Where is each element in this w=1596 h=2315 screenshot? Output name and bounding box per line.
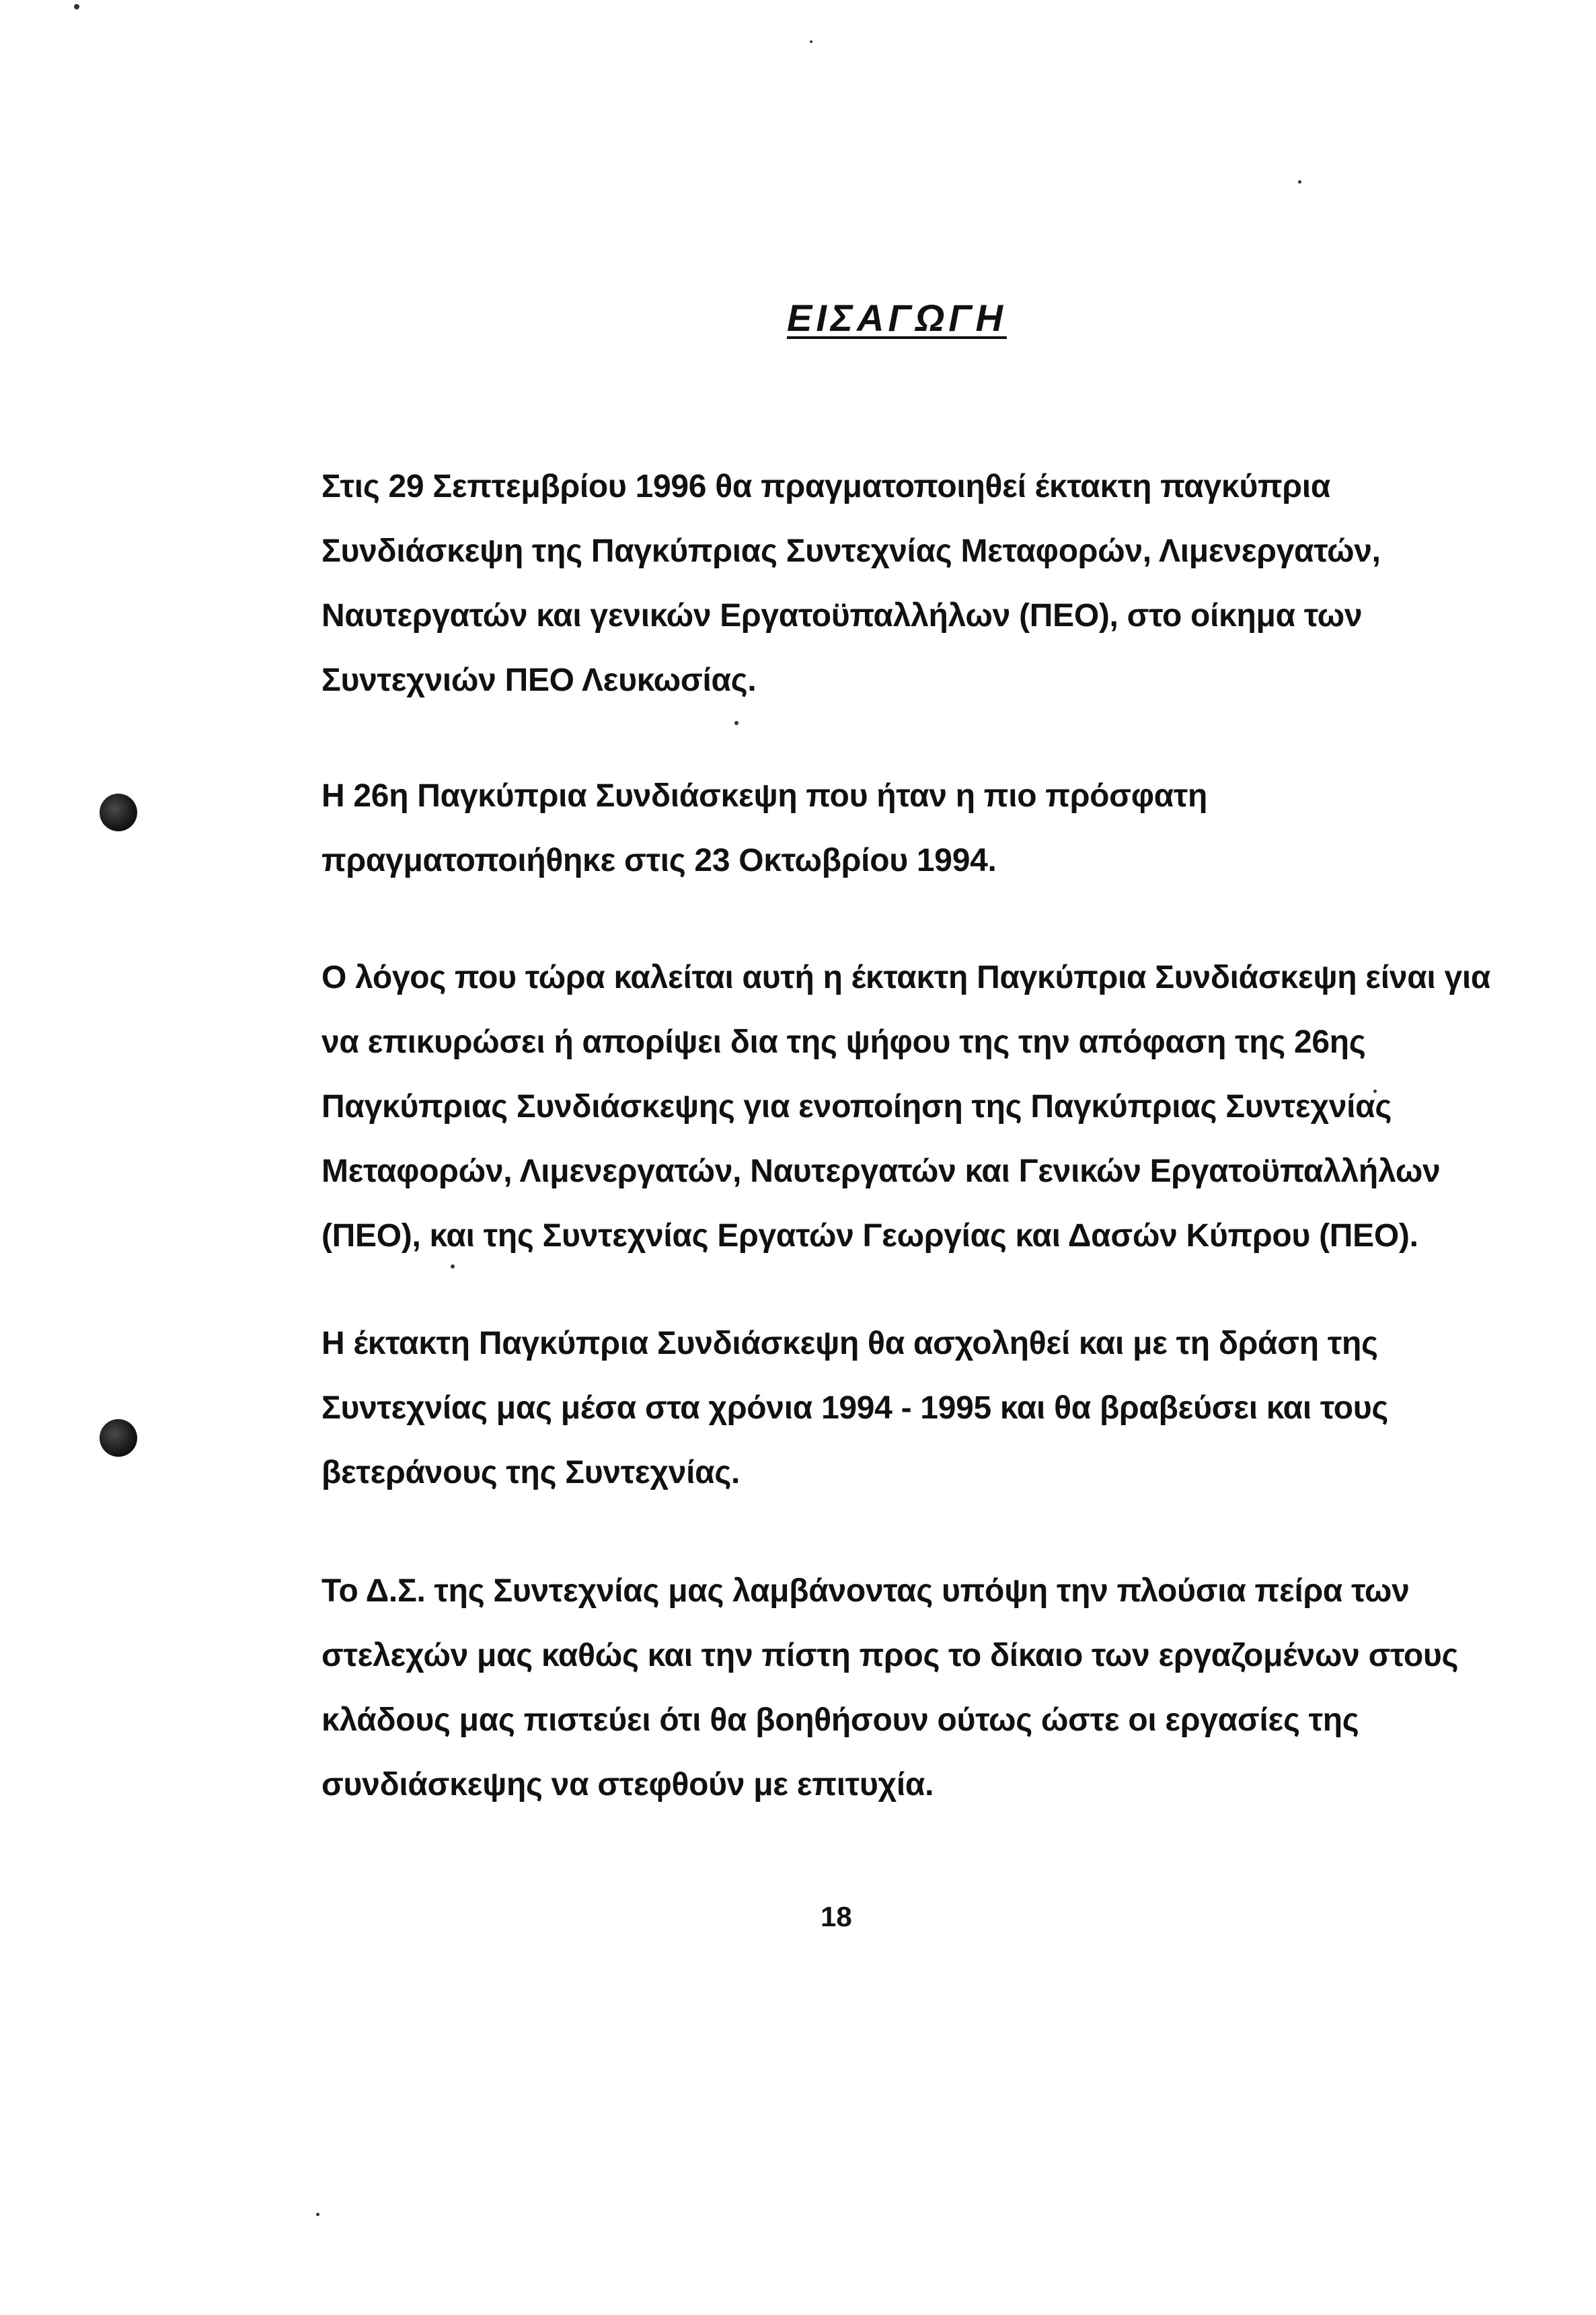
scan-speck <box>316 2213 319 2216</box>
text-line: Ο λόγος που τώρα καλείται αυτή η έκτακτη Παγκύπρια Συνδιάσκεψη είναι για <box>321 960 1491 995</box>
text-line: Ναυτεργατών και γενικών Εργατοϋπαλλήλων (ΠΕΟ), στο οίκημα των <box>321 598 1363 634</box>
paragraph-2 <box>321 764 1207 893</box>
text-line: κλάδους μας πιστεύει ότι θα βοηθήσουν ούτως ώστε οι εργασίες της <box>321 1702 1359 1738</box>
text-line: Μεταφορών, Λιμενεργατών, Ναυτεργατών και Γενικών Εργατοϋπαλλήλων <box>321 1153 1441 1189</box>
text-line: να επικυρώσει ή απορίψει δια της ψήφου της την απόφαση της 26ης <box>321 1024 1366 1060</box>
paragraph-5 <box>321 1559 1458 1817</box>
text-line: Συνδιάσκεψη της Παγκύπριας Συντεχνίας Μεταφορών, Λιμενεργατών, <box>321 533 1381 569</box>
punch-hole <box>100 794 137 831</box>
text-line: Συντεχνίας μας μέσα στα χρόνια 1994 - 1995 και θα βραβεύσει και τους <box>321 1390 1389 1426</box>
punch-hole <box>100 1419 137 1457</box>
text-line: συνδιάσκεψης να στεφθούν με επιτυχία. <box>321 1767 934 1802</box>
scan-speck <box>734 721 738 725</box>
text-line: πραγματοποιήθηκε στις 23 Οκτωβρίου 1994. <box>321 843 997 878</box>
text-line: Το Δ.Σ. της Συντεχνίας μας λαμβάνοντας υπόψη την πλούσια πείρα των <box>321 1573 1410 1609</box>
text-line: Η 26η Παγκύπρια Συνδιάσκεψη που ήταν η πιο πρόσφατη <box>321 778 1208 814</box>
paragraph-1 <box>321 455 1381 713</box>
text-line: στελεχών μας καθώς και την πίστη προς το δίκαιο των εργαζομένων στους <box>321 1638 1459 1673</box>
text-line: Στις 29 Σεπτεμβρίου 1996 θα πραγματοποιηθεί έκτακτη παγκύπρια <box>321 469 1331 504</box>
page-number: 18 <box>821 1901 852 1932</box>
text-line: Παγκύπριας Συνδιάσκεψης για ενοποίηση της Παγκύπριας Συντεχνίας <box>321 1089 1392 1125</box>
paragraph-3 <box>321 946 1490 1268</box>
document-heading: ΕΙΣΑΓΩΓΗ <box>787 297 1007 339</box>
scan-speck <box>74 4 79 9</box>
text-line: Η έκτακτη Παγκύπρια Συνδιάσκεψη θα ασχοληθεί και με τη δράση της <box>321 1326 1378 1361</box>
scan-speck <box>1298 180 1301 184</box>
text-line: βετεράνους της Συντεχνίας. <box>321 1455 740 1490</box>
text-line: (ΠΕΟ), και της Συντεχνίας Εργατών Γεωργίας και Δασών Κύπρου (ΠΕΟ). <box>321 1218 1418 1254</box>
text-line: Συντεχνιών ΠΕΟ Λευκωσίας. <box>321 662 757 698</box>
paragraph-4 <box>321 1312 1388 1505</box>
scan-speck <box>810 40 812 43</box>
